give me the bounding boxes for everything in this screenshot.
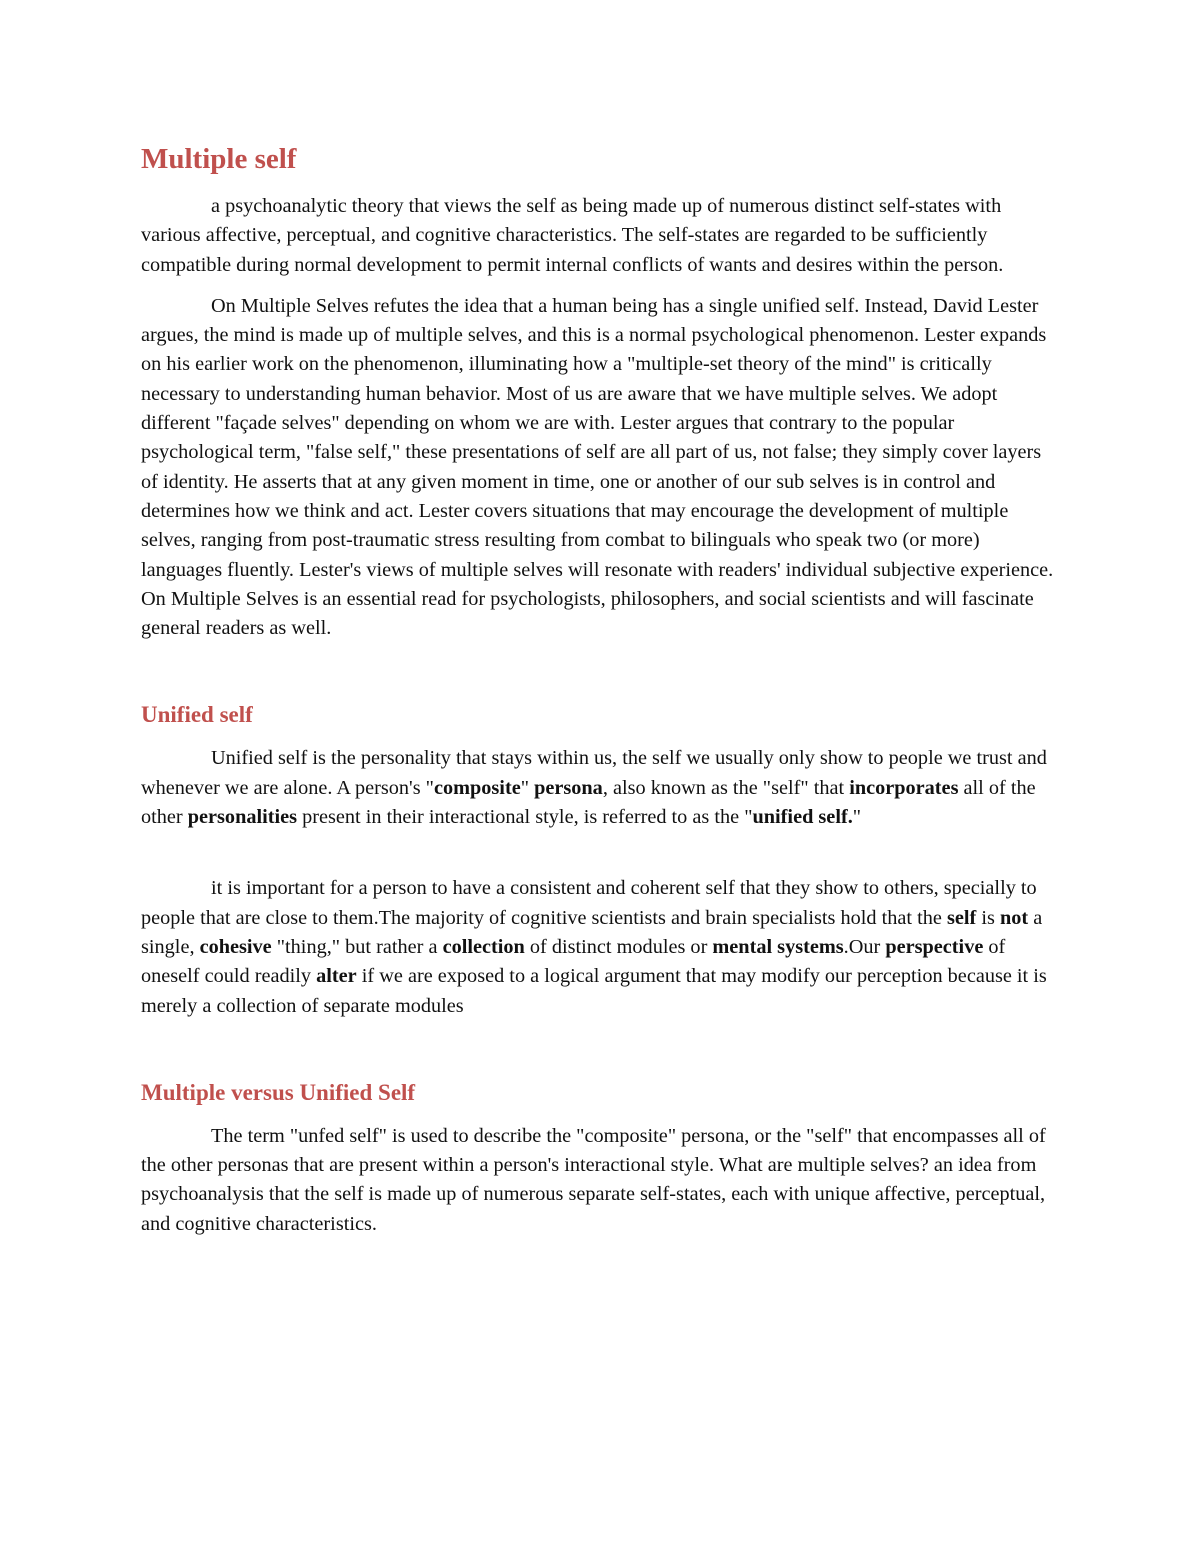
section-heading-multiple-versus-unified: Multiple versus Unified Self: [141, 1079, 416, 1105]
section-heading-multiple-self: Multiple self: [141, 143, 297, 175]
paragraph-multiple-self-definition: a psychoanalytic theory that views the self as being made up of numerous distinct self-states with various affective, perceptual, and cognitive characteristics. The self-states are regarded to be sufficiently compatible during normal development to permit internal conflicts of wants and desires within the person.: [141, 195, 1004, 276]
paragraph-multiple-versus-unified: The term "unfed self" is used to describe the "composite" persona, or the "self" that encompasses all of the other personas that are present within a person's interactional style. What are multiple selves? an idea from psychoanalysis that the self is made up of numerous separate self-states, each with unique affective, perceptual, and cognitive characteristics.: [141, 1124, 1046, 1235]
paragraph-coherent-self: it is important for a person to have a consistent and coherent self that they show to others, specially to people that are close to them.The majority of cognitive scientists and brain specialists hold that the self is not a single, cohesive "thing," but rather a collection of distinct modules or mental systems.Our perspective of oneself could readily alter if we are exposed to a logical argument that may modify our perception because it is merely a collection of separate modules: [141, 877, 1047, 1017]
section-heading-unified-self: Unified self: [141, 702, 253, 728]
paragraph-unified-self-definition: Unified self is the personality that stays within us, the self we usually only show to people we trust and whenever we are alone. A person's "composite" persona, also known as the "self" that incorporates all of the other personalities present in their interactional style, is referred to as the "unified self.": [141, 747, 1047, 829]
paragraph-on-multiple-selves: On Multiple Selves refutes the idea that a human being has a single unified self. Instead, David Lester argues, the mind is made up of multiple selves, and this is a normal psychological phenomenon. Lester expands on his earlier work on the phenomenon, illuminating how a "multiple-set theory of the mind" is critically necessary to understanding human behavior. Most of us are aware that we have multiple selves. We adopt different "façade selves" depending on whom we are with. Lester argues that contrary to the popular psychological term, "false self," these presentations of self are all part of us, not false; they simply cover layers of identity. He asserts that at any given moment in time, one or another of our sub selves is in control and determines how we think and act. Lester covers situations that may encourage the development of multiple selves, ranging from post-traumatic stress resulting from combat to bilinguals who speak two (or more) languages fluently. Lester's views of multiple selves will resonate with readers' individual subjective experience. On Multiple Selves is an essential read for psychologists, philosophers, and social scientists and will fascinate general readers as well.: [141, 294, 1054, 640]
document-body: [141, 140, 1061, 1239]
